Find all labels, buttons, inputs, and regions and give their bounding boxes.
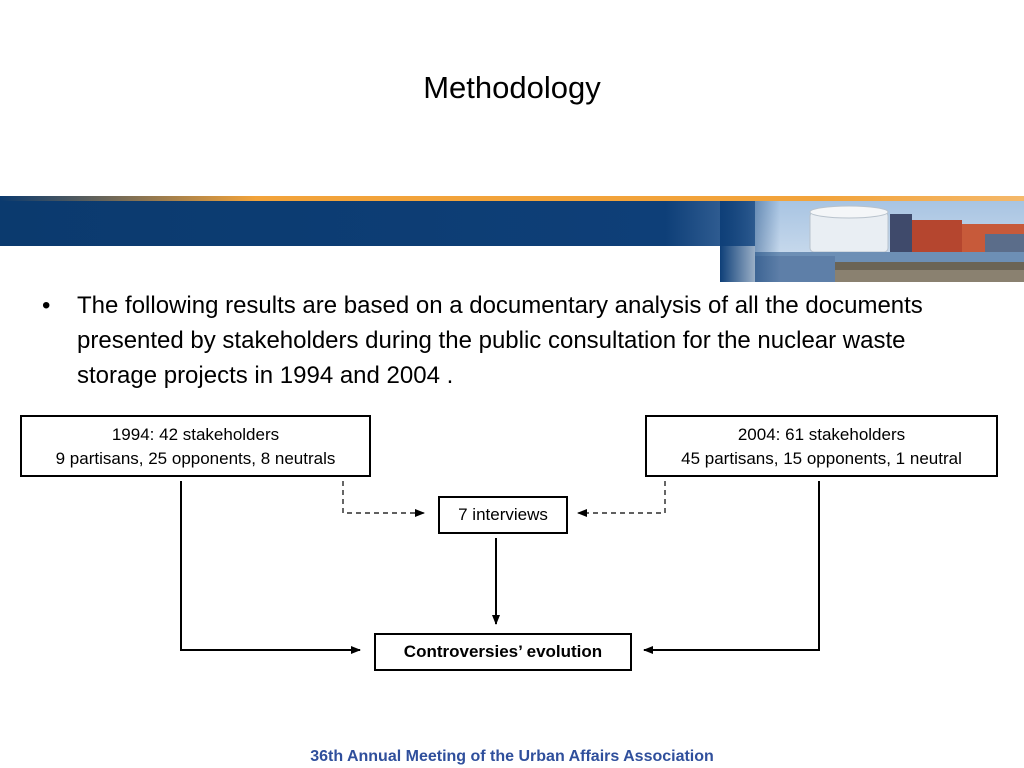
bullet-text: The following results are based on a documentary analysis of all the documents presented by stakeholders during the public consultation for the nuclear waste storage projects in 1994 and 2004 .	[77, 292, 923, 389]
stakeholders-2004-breakdown: 45 partisans, 15 opponents, 1 neutral	[681, 449, 962, 468]
bullet-symbol: •	[42, 292, 51, 319]
arrow-1994-to-interviews	[343, 481, 424, 513]
interviews-label: 7 interviews	[458, 505, 548, 524]
stakeholders-2004-title: 2004: 61 stakeholders	[737, 425, 906, 444]
stakeholders-1994-title: 1994: 42 stakeholders	[111, 425, 280, 444]
footer-text: 36th Annual Meeting of the Urban Affairs Association	[310, 748, 714, 765]
stakeholders-2004-box	[645, 415, 998, 477]
arrow-1994-to-result	[181, 481, 360, 650]
arrow-2004-to-interviews	[578, 481, 665, 513]
stakeholders-1994-box	[20, 415, 371, 477]
interviews-box	[438, 496, 568, 534]
stakeholders-1994-breakdown: 9 partisans, 25 opponents, 8 neutrals	[55, 449, 336, 468]
arrow-2004-to-result	[644, 481, 819, 650]
slide-title: Methodology	[423, 70, 601, 105]
controversies-evolution-label: Controversies’ evolution	[403, 642, 603, 661]
controversies-evolution-box	[374, 633, 632, 671]
